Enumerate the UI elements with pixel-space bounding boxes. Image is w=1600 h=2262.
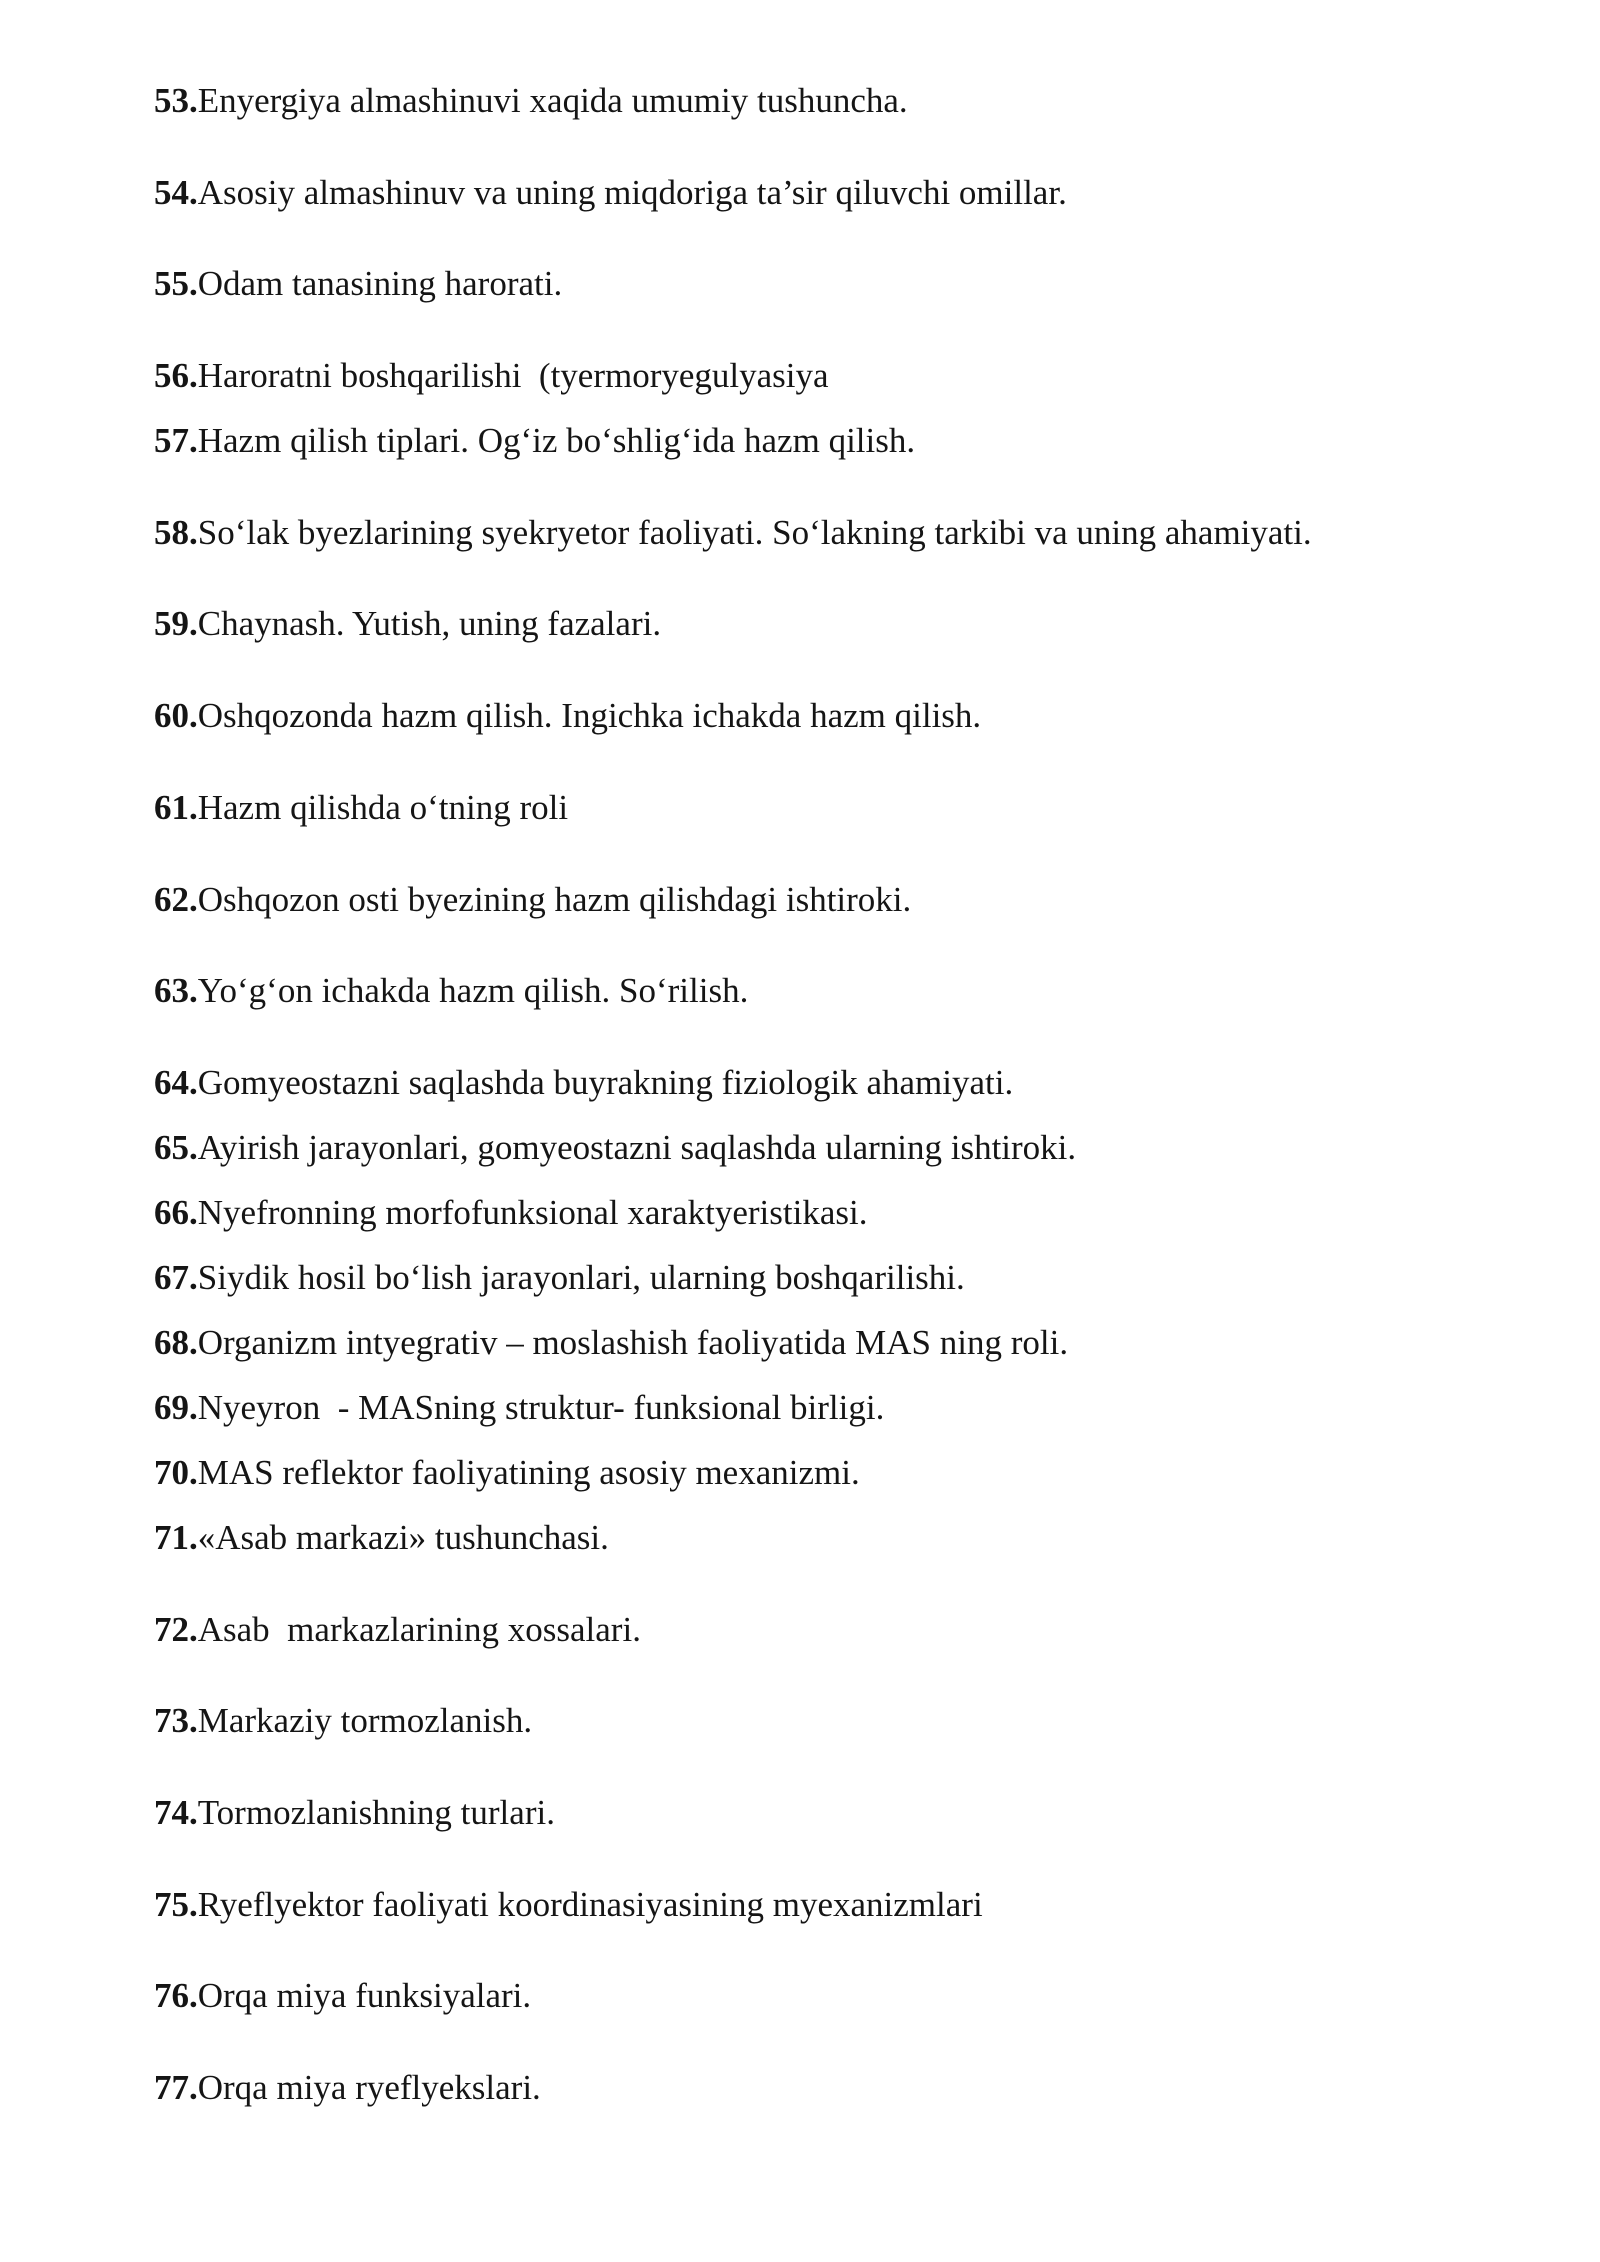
item-text: Yo‘g‘on ichakda hazm qilish. So‘rilish. (197, 971, 749, 1011)
list-item (154, 1597, 1554, 1662)
item-text: Tormozlanishning turlari. (197, 1792, 555, 1832)
list-item (154, 343, 1554, 408)
list-item (154, 683, 1554, 748)
list-item (154, 408, 1554, 473)
item-text: Ayirish jarayonlari, gomyeostazni saqlashda ularning ishtiroki. (197, 1127, 1077, 1167)
item-number: 55. (154, 264, 198, 304)
list-item (154, 1688, 1554, 1753)
item-number: 66. (154, 1192, 198, 1232)
list-item (154, 867, 1554, 932)
list-item (154, 160, 1554, 225)
item-text: Hazm qilish tiplari. Og‘iz bo‘shlig‘ida hazm qilish. (197, 421, 916, 461)
list-item (154, 1440, 1554, 1505)
item-text: MAS reflektor faoliyatining asosiy mexanizmi. (197, 1452, 860, 1492)
list-item (154, 958, 1554, 1023)
item-number: 76. (154, 1976, 198, 2016)
item-number: 75. (154, 1884, 198, 1924)
list-item (154, 1180, 1554, 1245)
item-number: 72. (154, 1609, 198, 1649)
item-number: 56. (154, 356, 198, 396)
item-text: Enyergiya almashinuvi xaqida umumiy tushuncha. (197, 81, 908, 120)
item-text: Hazm qilishda o‘tning roli (197, 787, 569, 827)
list-item (154, 1963, 1554, 2028)
question-list (154, 68, 1554, 2120)
item-number: 61. (154, 787, 198, 827)
item-number: 60. (154, 696, 198, 736)
item-number: 67. (154, 1257, 198, 1297)
list-item (154, 500, 1554, 565)
item-text: Orqa miya ryeflyekslari. (197, 2068, 541, 2107)
list-item (154, 1050, 1554, 1115)
list-item (154, 68, 1554, 133)
list-item (154, 251, 1554, 316)
item-number: 71. (154, 1517, 198, 1557)
list-item (154, 1375, 1554, 1440)
list-item (154, 591, 1554, 656)
item-number: 57. (154, 421, 198, 461)
item-text: «Asab markazi» tushunchasi. (197, 1517, 609, 1557)
item-number: 58. (154, 512, 198, 552)
item-number: 63. (154, 971, 198, 1011)
item-text: Gomyeostazni saqlashda buyrakning fiziologik ahamiyati. (197, 1062, 1014, 1102)
item-text: Markaziy tormozlanish. (197, 1701, 533, 1741)
item-text: So‘lak byezlarining syekryetor faoliyati. So‘lakning tarkibi va uning ahamiyati. (197, 512, 1312, 552)
item-text: Odam tanasining harorati. (197, 264, 563, 304)
list-item (154, 1245, 1554, 1310)
item-number: 73. (154, 1701, 198, 1741)
list-item (154, 2055, 1554, 2120)
list-item (154, 1115, 1554, 1180)
item-text: Nyefronning morfofunksional xaraktyeristikasi. (197, 1192, 868, 1232)
item-text: Organizm intyegrativ – moslashish faoliyatida MAS ning roli. (197, 1322, 1069, 1362)
item-text: Orqa miya funksiyalari. (197, 1976, 532, 2016)
item-number: 54. (154, 172, 198, 212)
item-number: 70. (154, 1452, 198, 1492)
item-number: 77. (154, 2068, 198, 2107)
item-number: 69. (154, 1387, 198, 1427)
item-text: Haroratni boshqarilishi (tyermoryegulyasiya (197, 356, 829, 396)
item-number: 62. (154, 879, 198, 919)
item-number: 68. (154, 1322, 198, 1362)
item-text: Nyeyron - MASning struktur- funksional birligi. (197, 1387, 885, 1427)
item-text: Asosiy almashinuv va uning miqdoriga ta’sir qiluvchi omillar. (197, 172, 1067, 212)
item-text: Oshqozon osti byezining hazm qilishdagi ishtiroki. (197, 879, 912, 919)
list-item (154, 1780, 1554, 1845)
item-number: 59. (154, 604, 198, 644)
list-item (154, 1872, 1554, 1937)
list-item (154, 1310, 1554, 1375)
item-number: 53. (154, 81, 198, 120)
list-item (154, 775, 1554, 840)
item-text: Ryeflyektor faoliyati koordinasiyasining myexanizmlari (197, 1884, 983, 1924)
list-item (154, 1505, 1554, 1570)
item-text: Asab markazlarining xossalari. (197, 1609, 641, 1649)
item-number: 64. (154, 1062, 198, 1102)
item-text: Siydik hosil bo‘lish jarayonlari, ularning boshqarilishi. (197, 1257, 965, 1297)
item-text: Chaynash. Yutish, uning fazalari. (197, 604, 662, 644)
item-text: Oshqozonda hazm qilish. Ingichka ichakda hazm qilish. (197, 696, 982, 736)
item-number: 74. (154, 1792, 198, 1832)
item-number: 65. (154, 1127, 198, 1167)
